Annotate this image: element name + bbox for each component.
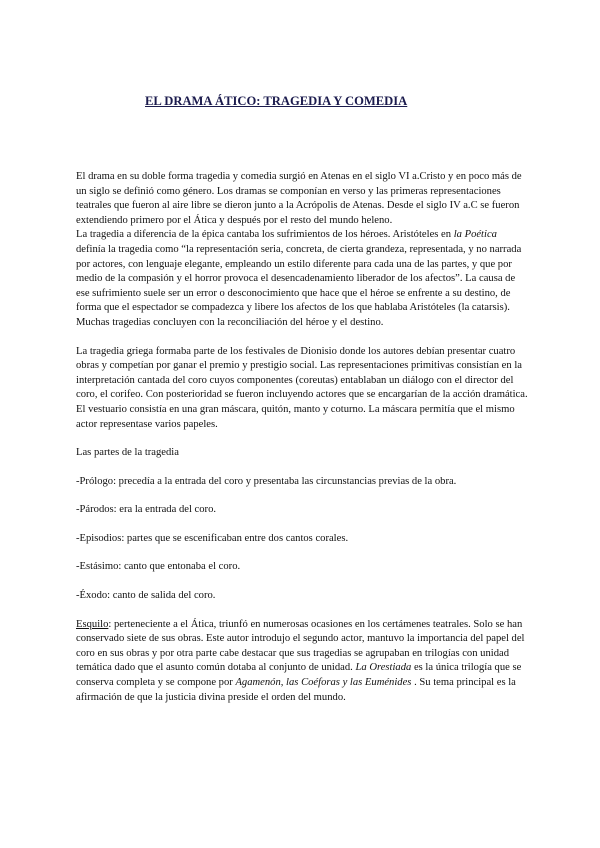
paragraph-esquilo (76, 618, 528, 706)
esquilo-name: Esquilo (76, 618, 109, 630)
document-title: EL DRAMA ÁTICO: TRAGEDIA Y COMEDIA (145, 94, 408, 108)
part-episodios: -Episodios: partes que se escenificaban entre dos cantos corales. (76, 532, 349, 544)
part-exodo: -Éxodo: canto de salida del coro. (76, 590, 216, 602)
paragraph-gap (76, 331, 528, 345)
paragraph-costume: El vestuario consistía en una gran máscara, quitón, manto y coturno. La máscara permitía que el mismo actor representase varios papeles. (76, 403, 515, 430)
paragraph-tragedy-definition (76, 228, 528, 316)
paragraph-gap (76, 575, 528, 589)
paragraph-festivals: La tragedia griega formaba parte de los festivales de Dionisio donde los autores debían presentar cuatro obras y competían por ganar el premio y prestigio social. Las representaciones primitivas consistían en la interpretación cantada del coro cuyos componentes (coreutas) entablaban un diálogo con el director del coro, el corifeo. Con posterioridad se fueron incluyendo actores que se encargarían de la acción dramática. (76, 345, 528, 401)
paragraph-tragedy-text-a: La tragedia a diferencia de la épica cantaba los sufrimientos de los héroes. Aristóteles en (76, 229, 454, 241)
part-prologo: -Prólogo: precedía a la entrada del coro y presentaba las circunstancias previas de la obra. (76, 475, 457, 487)
esquilo-text-c: . Su tema principal es la afirmación de que la justicia divina preside el orden del mundo. (76, 677, 516, 703)
poetica-title: la Poética (453, 229, 497, 241)
esquilo-text-b: es la única trilogía que se conserva completa y se compone por (76, 662, 522, 689)
esquilo-text-a: : perteneciente a el Ática, triunfó en numerosas ocasiones en los certámenes teatrales. Solo se han conservado siete de sus obras. Este autor introdujo el segundo actor, mantuvo la importancia del papel del coro en sus obras y por otra parte cabe destacar que sus tragedias se agrupaban en trilogías con unidad temática dado que el asunto común dotaba al conjunto de unidad. (76, 618, 525, 674)
esquilo-works: Agamenón, las Coéforas y las Euménides (235, 677, 412, 689)
paragraph-reconciliation: Muchas tragedias concluyen con la reconciliación del héroe y el destino. (76, 316, 384, 328)
paragraph-tragedy-text-b: definía la tragedia como “la representación seria, concreta, de cierta grandeza, representada, y no narrada por actores, con lenguaje elegante, empleando un estilo diferente para cada una de las partes, y que por medio de la compasión y el horror provoca el desencadenamiento liberador de los afectos”. La causa de ese sufrimiento suele ser un error o desconocimiento que hace que el héroe se enfrente a su destino, de forma que el espectador se compadezca y libere los afectos de los que hablaba Aristóteles (la catarsis). (76, 243, 522, 314)
document-body (76, 170, 528, 705)
paragraph-gap (76, 461, 528, 475)
paragraph-origins: El drama en su doble forma tragedia y comedia surgió en Atenas en el siglo VI a.Cristo y en poco más de un siglo se definió como género. Los dramas se componían en verso y las primeras representaciones teatrales que fueron al aire libre se dieron junto a la Acrópolis de Atenas. Desde el siglo IV a.C se fueron extendiendo primero por el Ática y después por el resto del mundo heleno. (76, 171, 522, 226)
paragraph-gap (76, 432, 528, 446)
paragraph-gap (76, 546, 528, 560)
paragraph-gap (76, 518, 528, 532)
paragraph-gap (76, 489, 528, 503)
part-estasimo: -Estásimo: canto que entonaba el coro. (76, 561, 241, 573)
parts-heading: Las partes de la tragedia (76, 447, 179, 459)
orestiada-title: La Orestiada (355, 662, 412, 674)
part-parodos: -Párodos: era la entrada del coro. (76, 504, 217, 516)
paragraph-gap (76, 604, 528, 618)
